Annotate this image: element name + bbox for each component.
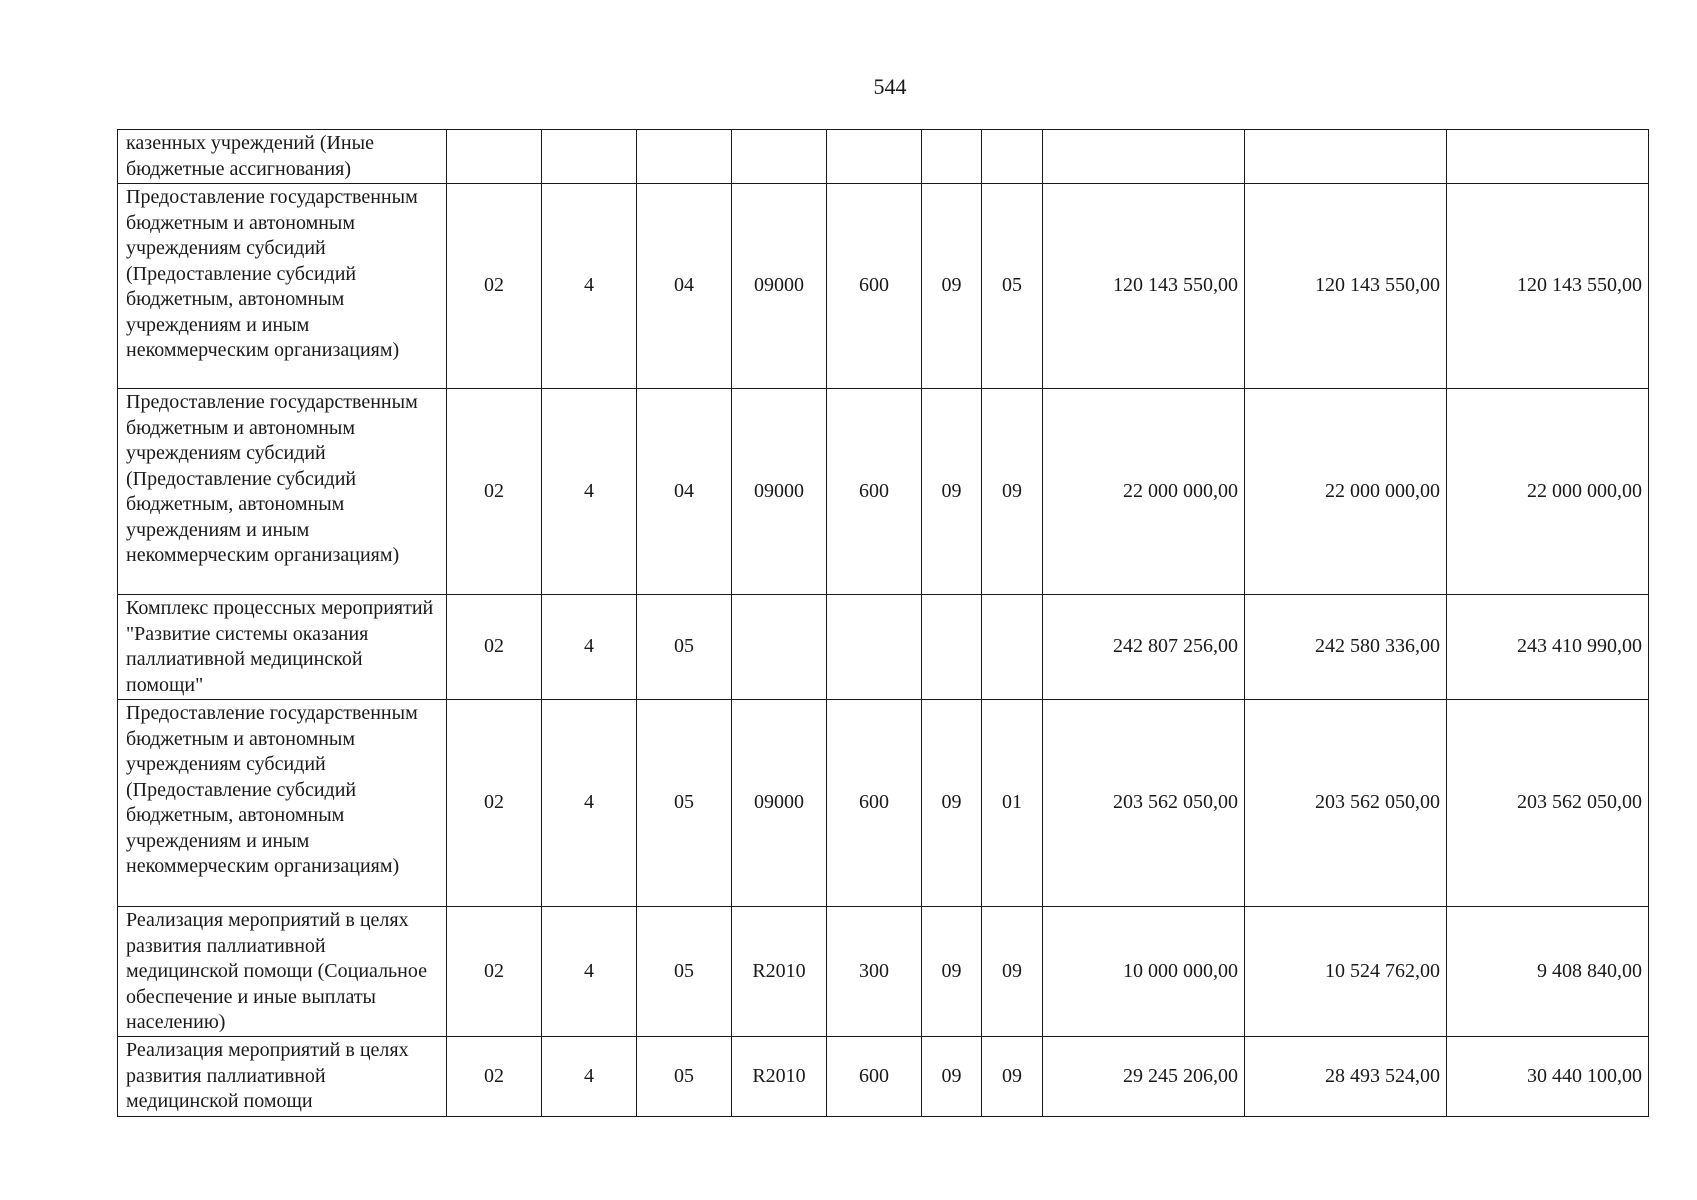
cell-amount-3: 120 143 550,00 xyxy=(1447,184,1649,389)
cell-code-type xyxy=(542,130,637,184)
row-description: Реализация мероприятий в целях развития паллиативной медицинской помощи (Социальное обеспечение и иные выплаты населению) xyxy=(118,907,447,1037)
cell-amount-1: 29 245 206,00 xyxy=(1043,1037,1245,1117)
cell-code-direction xyxy=(732,130,827,184)
budget-table xyxy=(117,129,1649,1117)
cell-section: 09 xyxy=(922,907,982,1037)
table-row xyxy=(118,700,1649,907)
table-row xyxy=(118,389,1649,595)
cell-code-direction: R2010 xyxy=(732,907,827,1037)
row-description: Предоставление государственным бюджетным и автономным учреждениям субсидий (Предоставление субсидий бюджетным, автономным учреждениям и иным некоммерческим организациям) xyxy=(118,184,447,389)
cell-amount-2: 120 143 550,00 xyxy=(1245,184,1447,389)
cell-code-type: 4 xyxy=(542,907,637,1037)
cell-subsection: 09 xyxy=(982,389,1043,595)
cell-code-complex xyxy=(637,130,732,184)
cell-code-program: 02 xyxy=(447,595,542,700)
cell-amount-1: 120 143 550,00 xyxy=(1043,184,1245,389)
cell-code-direction: 09000 xyxy=(732,389,827,595)
cell-subsection xyxy=(982,130,1043,184)
row-description: Комплекс процессных мероприятий "Развитие системы оказания паллиативной медицинской помощи" xyxy=(118,595,447,700)
cell-subsection xyxy=(982,595,1043,700)
cell-code-type: 4 xyxy=(542,389,637,595)
cell-amount-1: 22 000 000,00 xyxy=(1043,389,1245,595)
cell-amount-3: 9 408 840,00 xyxy=(1447,907,1649,1037)
cell-amount-3 xyxy=(1447,130,1649,184)
cell-expense-type: 600 xyxy=(827,389,922,595)
cell-expense-type: 600 xyxy=(827,184,922,389)
cell-amount-2: 242 580 336,00 xyxy=(1245,595,1447,700)
cell-amount-2: 203 562 050,00 xyxy=(1245,700,1447,907)
cell-subsection: 09 xyxy=(982,907,1043,1037)
page-number: 544 xyxy=(873,74,907,99)
cell-code-complex: 05 xyxy=(637,700,732,907)
table-row xyxy=(118,184,1649,389)
table-row xyxy=(118,130,1649,184)
cell-code-direction xyxy=(732,595,827,700)
cell-code-direction: 09000 xyxy=(732,700,827,907)
cell-code-program: 02 xyxy=(447,184,542,389)
cell-code-program: 02 xyxy=(447,907,542,1037)
cell-amount-2 xyxy=(1245,130,1447,184)
row-description: казенных учреждений (Иные бюджетные ассигнования) xyxy=(118,130,447,184)
cell-code-program: 02 xyxy=(447,389,542,595)
cell-expense-type xyxy=(827,130,922,184)
cell-code-type: 4 xyxy=(542,184,637,389)
row-description: Реализация мероприятий в целях развития паллиативной медицинской помощи xyxy=(118,1037,447,1117)
table-row xyxy=(118,1037,1649,1117)
cell-code-direction: R2010 xyxy=(732,1037,827,1117)
cell-amount-1 xyxy=(1043,130,1245,184)
cell-code-type: 4 xyxy=(542,700,637,907)
cell-expense-type xyxy=(827,595,922,700)
cell-code-type: 4 xyxy=(542,595,637,700)
cell-subsection: 01 xyxy=(982,700,1043,907)
cell-code-direction: 09000 xyxy=(732,184,827,389)
cell-amount-3: 22 000 000,00 xyxy=(1447,389,1649,595)
cell-section: 09 xyxy=(922,1037,982,1117)
row-description: Предоставление государственным бюджетным и автономным учреждениям субсидий (Предоставление субсидий бюджетным, автономным учреждениям и иным некоммерческим организациям) xyxy=(118,389,447,595)
cell-code-complex: 04 xyxy=(637,184,732,389)
cell-section xyxy=(922,595,982,700)
cell-amount-2: 28 493 524,00 xyxy=(1245,1037,1447,1117)
cell-expense-type: 600 xyxy=(827,700,922,907)
cell-code-complex: 05 xyxy=(637,1037,732,1117)
cell-code-complex: 05 xyxy=(637,595,732,700)
cell-expense-type: 600 xyxy=(827,1037,922,1117)
cell-code-program: 02 xyxy=(447,700,542,907)
cell-code-complex: 04 xyxy=(637,389,732,595)
cell-section: 09 xyxy=(922,184,982,389)
cell-code-program xyxy=(447,130,542,184)
cell-section: 09 xyxy=(922,389,982,595)
cell-amount-3: 203 562 050,00 xyxy=(1447,700,1649,907)
cell-amount-1: 242 807 256,00 xyxy=(1043,595,1245,700)
cell-amount-3: 30 440 100,00 xyxy=(1447,1037,1649,1117)
cell-subsection: 09 xyxy=(982,1037,1043,1117)
table-row xyxy=(118,595,1649,700)
cell-amount-3: 243 410 990,00 xyxy=(1447,595,1649,700)
cell-amount-1: 10 000 000,00 xyxy=(1043,907,1245,1037)
table-row xyxy=(118,907,1649,1037)
cell-amount-2: 10 524 762,00 xyxy=(1245,907,1447,1037)
cell-amount-2: 22 000 000,00 xyxy=(1245,389,1447,595)
cell-code-complex: 05 xyxy=(637,907,732,1037)
cell-section: 09 xyxy=(922,700,982,907)
cell-subsection: 05 xyxy=(982,184,1043,389)
row-description: Предоставление государственным бюджетным и автономным учреждениям субсидий (Предоставление субсидий бюджетным, автономным учреждениям и иным некоммерческим организациям) xyxy=(118,700,447,907)
cell-section xyxy=(922,130,982,184)
cell-code-program: 02 xyxy=(447,1037,542,1117)
cell-code-type: 4 xyxy=(542,1037,637,1117)
cell-expense-type: 300 xyxy=(827,907,922,1037)
cell-amount-1: 203 562 050,00 xyxy=(1043,700,1245,907)
